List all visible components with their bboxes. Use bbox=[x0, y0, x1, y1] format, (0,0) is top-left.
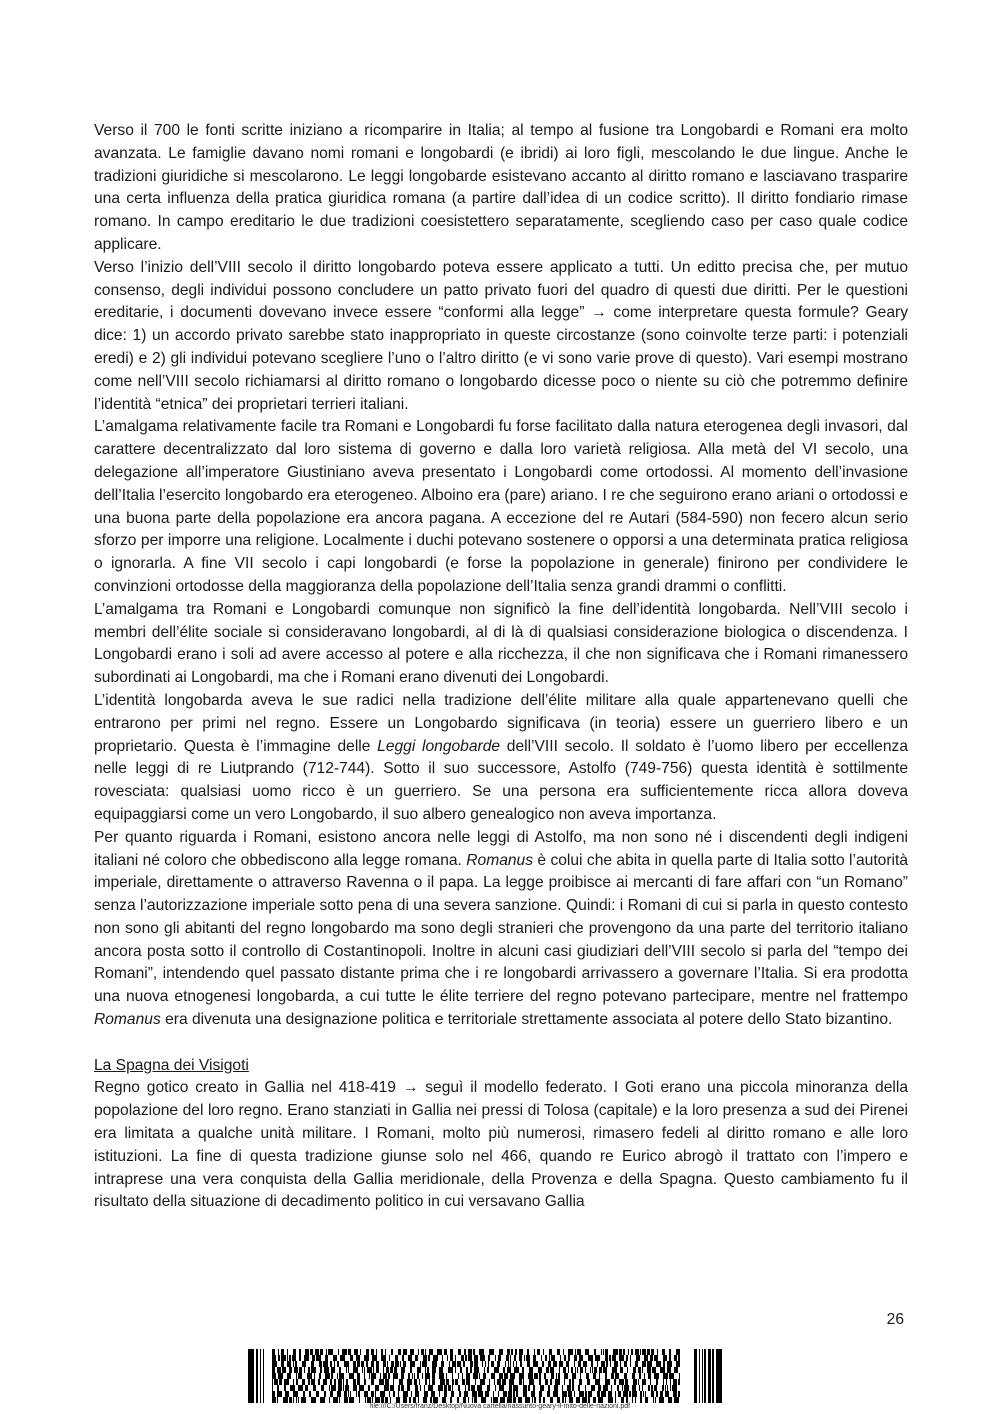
paragraph-gap bbox=[94, 1032, 908, 1055]
paragraph-3: L’amalgama relativamente facile tra Romani e Longobardi fu forse facilitato dalla natura eterogenea degli invasori, dal carattere decentralizzato dal loro sistema di governo e dalla loro varietà religiosa. Alla metà del VI secolo, una delegazione all’imperatore Giustiniano aveva presentato i Longobardi come ortodossi. Al momento dell’invasione dell’Italia l’esercito longobardo era eterogeneo. Alboino era (pare) ariano. I re che seguirono erano ariani o ortodossi e una buona parte della popolazione era ancora pagana. A eccezione del re Autari (584-590) non fecero alcun serio sforzo per imporre una religione. Localmente i duchi potevano sostenere o opporsi a una determinata pratica religiosa o ignorarla. A fine VII secolo i capi longobardi (e forse la popolazione in generale) finirono per condividere le convinzioni ortodosse della maggioranza della popolazione dell’Italia senza grandi drammi o conflitti. bbox=[94, 418, 908, 595]
paragraph-6-emphasis-2: Romanus bbox=[94, 1011, 161, 1029]
document-body bbox=[94, 120, 908, 1214]
paragraph-6 bbox=[94, 827, 908, 1032]
section-paragraph: Regno gotico creato in Gallia nel 418-419 → seguì il modello federato. I Goti erano una piccola minoranza della popolazione del loro regno. Erano stanziati in Gallia nei pressi di Tolosa (capitale) e la loro presenza a sud dei Pirenei era limitata a qualche unità militare. I Romani, molto più numerosi, rimasero fedeli al diritto romano e alle loro istituzioni. La fine di questa tradizione giunse solo nel 466, quando re Eurico abrogò il trattato con l’impero e intraprese una vera conquista della Gallia meridionale, della Provenza e della Spagna. Questo cambiamento fu il risultato della situazione di decadimento politico in cui versavano Gallia bbox=[94, 1079, 908, 1211]
paragraph-5 bbox=[94, 690, 908, 827]
paragraph-6-text-b: è colui che abita in quella parte di Italia sotto l’autorità imperiale, direttamente o attraverso Ravenna o il papa. La legge proibisce ai mercanti di fare affari con “un Romano” senza l’autorizzazione imperiale sotto pena di una severa sanzione. Quindi: i Romani di cui si parla in questo contesto non sono gli abitanti del regno longobardo ma sono degli stranieri che provengono da una parte del territorio italiano ancora posta sotto il controllo di Costantinopoli. Inoltre in alcuni casi giudiziari dell’VIII secolo si parla del “tempo dei Romani”, intendendo quel passato distante prima che i re longobardi arrivassero a governare l’Italia. Si era prodotta una nuova etnogenesi longobarda, a cui tutte le élite terriere del regno potevano partecipare, mentre nel frattempo bbox=[94, 851, 908, 1006]
paragraph-5-text-b: dell’VIII secolo. Il soldato è l’uomo libero per eccellenza nelle leggi di re Liutprando (712-744). Sotto il suo successore, Astolfo (749-756) questa identità è sottilmente rovesciata: qualsiasi uomo ricco è un guerriero. Se una persona era sufficientemente ricca allora doveva equipaggiarsi come un vero Longobardo, il suo albero genealogico non aveva importanza. bbox=[94, 737, 908, 823]
paragraph-1: Verso il 700 le fonti scritte iniziano a ricomparire in Italia; al tempo al fusione tra Longobardi e Romani era molto avanzata. Le famiglie davano nomi romani e longobardi (e ibridi) ai loro figli, mescolando le due lingue. Anche le tradizioni giuridiche si mescolarono. Le leggi longobarde esistevano accanto al diritto romano e lasciavano trasparire una certa influenza della pratica giuridica romana (a partire dall’idea di un codice scritto). Il diritto fondiario rimase romano. In campo ereditario le due tradizioni coesistettero separatamente, scegliendo caso per caso quale codice applicare. bbox=[94, 122, 908, 253]
paragraph-5-emphasis: Leggi longobarde bbox=[377, 737, 501, 755]
paragraph-6-text-c: era divenuta una designazione politica e territoriale strettamente associata al potere dello Stato bizantino. bbox=[160, 1011, 893, 1029]
barcode-image bbox=[248, 1349, 734, 1403]
paragraph-4: L’amalgama tra Romani e Longobardi comunque non significò la fine dell’identità longobarda. Nell’VIII secolo i membri dell’élite sociale si consideravano longobardi, al di là di qualsiasi considerazione biologica o discendenza. I Longobardi erano i soli ad avere accesso al potere e alla ricchezza, il che non significava che i Romani rimanessero subordinati ai Longobardi, ma che i Romani erano divenuti dei Longobardi. bbox=[94, 600, 908, 687]
page-number: 26 bbox=[886, 1311, 904, 1328]
paragraph-6-text-a: Per quanto riguarda i Romani, esistono ancora nelle leggi di Astolfo, ma non sono né i discendenti degli indigeni italiani né coloro che obbediscono alla legge romana. bbox=[94, 828, 908, 869]
paragraph-5-text-a: L’identità longobarda aveva le sue radici nella tradizione dell’élite militare alla quale appartenevano quelli che entrarono per primi nel regno. Essere un Longobardo significava (in teoria) essere un guerriero libero e un proprietario. Questa è l’immagine delle bbox=[94, 691, 908, 755]
paragraph-6-emphasis-1: Romanus bbox=[466, 851, 534, 869]
footer-file-path: file:///C:/Users/franz/Desktop/Nuova cartella/riassunto-geary-il-mito-delle-nazioni.pdf bbox=[369, 1403, 631, 1410]
section-heading: La Spagna dei Visigoti bbox=[94, 1056, 249, 1074]
paragraph-2: Verso l’inizio dell’VIII secolo il diritto longobardo poteva essere applicato a tutti. Un editto precisa che, per mutuo consenso, degli individui possono concludere un patto privato fuori del quadro di questi due diritti. Per le questioni ereditarie, i documenti dovevano invece essere “conformi alla legge” → come interpretare questa formule? Geary dice: 1) un accordo privato sarebbe stato inappropriato in queste circostanze (sono coinvolte terze parti: i potenziali eredi) e 2) gli individui potevano scegliere l’uno o l’altro diritto (e vi sono varie prove di questo). Vari esempi mostrano come nell’VIII secolo richiamarsi al diritto romano o longobardo dicesse poco o niente su ciò che potremmo definire l’identità “etnica” dei proprietari terrieri italiani. bbox=[94, 258, 908, 413]
